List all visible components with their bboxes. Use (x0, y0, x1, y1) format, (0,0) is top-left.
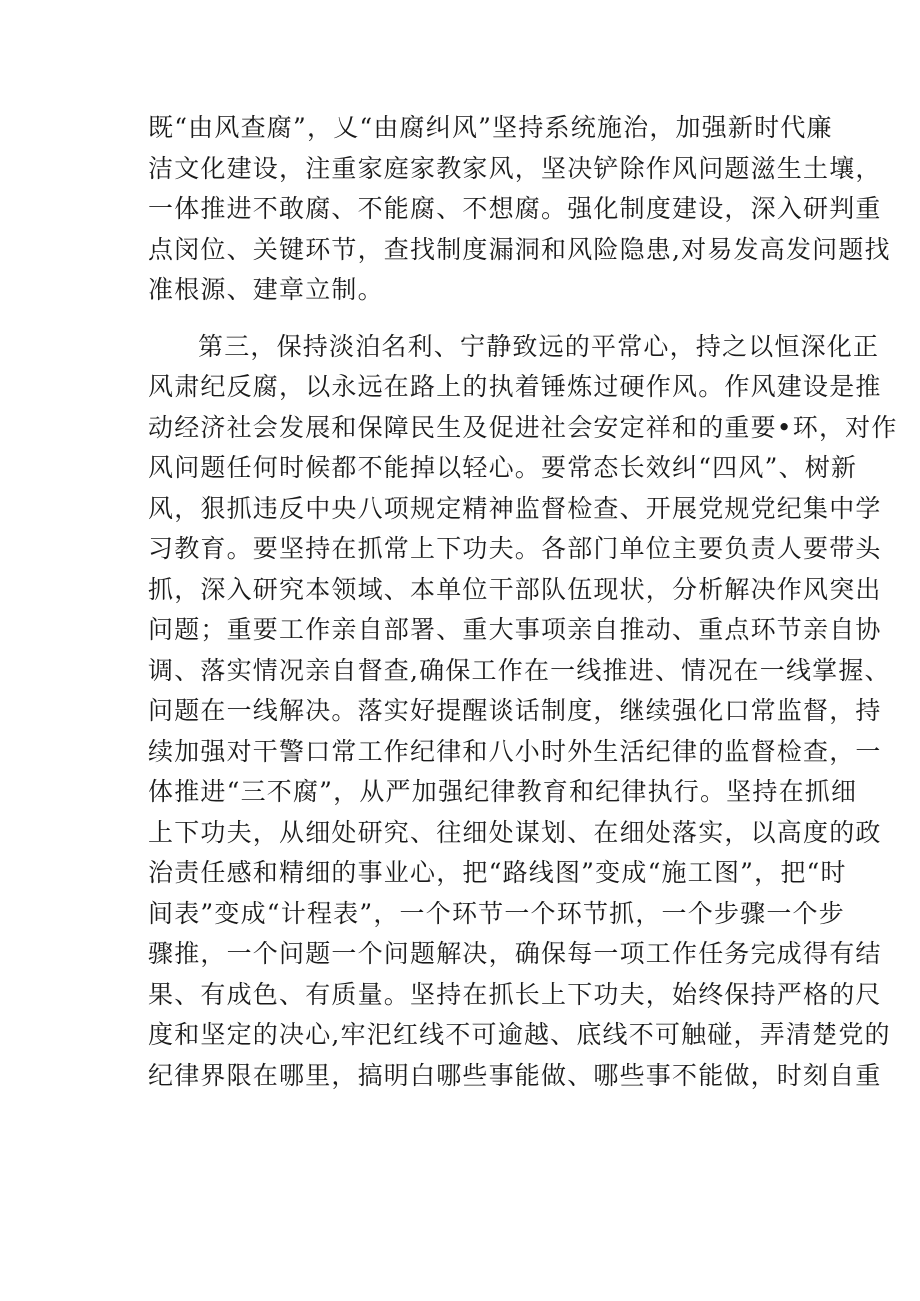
text-line: 准根源、建章立制。 (148, 275, 384, 304)
text-line: 果、有成色、有质量。坚持在抓长上下功夫，始终保持严格的尺 (148, 979, 882, 1009)
paragraph-2 (148, 327, 898, 1097)
text-line: 风，狠抓违反中央八项规定精神监督检查、开展党规党纪集中学 (148, 493, 882, 523)
text-line: 度和坚定的决心,牢汜红线不可逾越、底线不可触碰，弄清楚党的 (148, 1020, 891, 1049)
document-body (148, 108, 898, 1096)
text-line: 既“由风查腐”，乂“由腐纠风”坚持系统施治，加强新时代廉 (148, 113, 833, 142)
text-line: 动经济社会发展和保障民生及促进社会安定祥和的重要•环，对作 (148, 412, 898, 442)
text-line: 风肃纪反腐，以永远在路上的执着锤炼过硬作风。作风建设是推 (148, 372, 882, 401)
paragraph-1 (148, 108, 891, 311)
text-line: 风问题任何时候都不能掉以轻心。要常态长效纠“四风”、树新 (148, 453, 858, 482)
text-line: 问题在一线解决。落实好提醒谈话制度，继续强化口常监督，持 (148, 696, 882, 725)
text-line: 抓，深入研究本领域、本单位干部队伍现状，分析解决作风突出 (148, 574, 882, 604)
text-line: 习教育。要坚持在抓常上下功夫。各部门单位主要负责人要带头 (148, 534, 882, 563)
text-line: 问题；重要工作亲自部署、重大事项亲自推动、重点环节亲自协 (148, 615, 882, 644)
text-line: 骤推，一个问题一个问题解决，确保每一项工作任务完成得有结 (148, 939, 882, 968)
text-line: 间表”变成“计程表”，一个环节一个环节抓，一个步骤一个步 (148, 898, 845, 928)
text-line: 调、落实情况亲自督查,确保工作在一线推进、情况在一线掌握、 (148, 655, 891, 685)
text-line: 续加强对干警口常工作纪律和八小时外生活纪律的监督检查，一 (148, 736, 882, 766)
text-line: 上下功夫，从细处研究、往细处谋划、在细处落实，以高度的政 (148, 817, 882, 847)
text-line: 治责任感和精细的事业心，把“路线图”变成“施工图”，把“时 (148, 858, 847, 887)
text-line: 纪律界限在哪里，搞明白哪些事能做、哪些事不能做，时刻自重 (148, 1060, 882, 1090)
paragraph-spacer (148, 311, 788, 327)
text-line: 一体推进不敢腐、不能腐、不想腐。强化制度建设，深入研判重 (148, 194, 882, 223)
text-line: 第三，保持淡泊名利、宁静致远的平常心，持之以恒深化正 (198, 331, 880, 361)
text-line: 点闵位、关键环节，查找制度漏洞和风险隐患,对易发高发问题找 (148, 234, 891, 264)
text-line: 体推进“三不腐”，从严加强纪律教育和纪律执行。坚持在抓细 (148, 777, 858, 806)
text-line: 洁文化建设，注重家庭家教家风，坚决铲除作风问题滋生土壤， (148, 153, 882, 183)
